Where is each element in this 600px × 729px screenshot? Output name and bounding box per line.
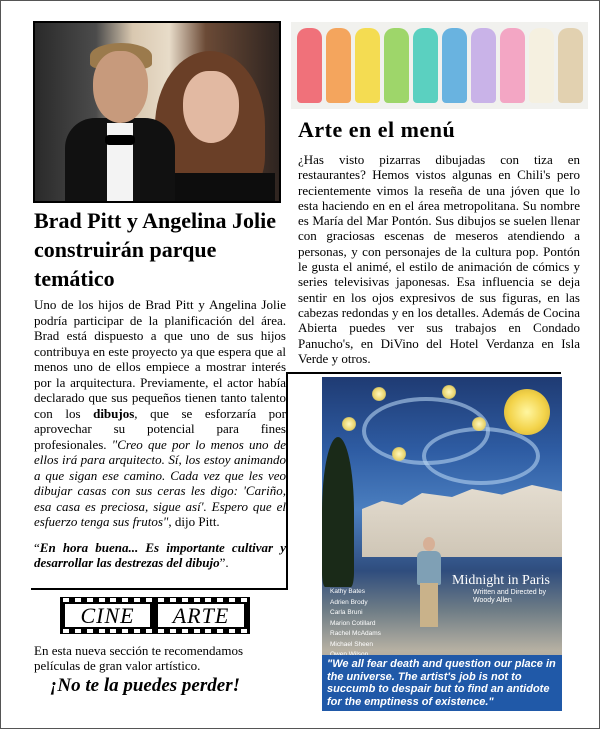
cine-word: CINE xyxy=(65,604,150,627)
closing-quote xyxy=(34,540,286,571)
cast-member: Carla Bruni xyxy=(330,609,363,616)
cast-member: Rachel McAdams xyxy=(330,630,381,637)
movie-credit: Written and Directed by Woody Allen xyxy=(473,589,547,604)
quote-mark: “ xyxy=(34,539,40,555)
tree-shape xyxy=(322,437,354,587)
closing-quote-text: En hora buena... Es importante cultivar y desarrollar las destrezas del dibujo xyxy=(34,539,286,570)
cast-member: Michael Sheen xyxy=(330,640,373,648)
chalk-stick xyxy=(558,28,583,103)
cine-arte-logo xyxy=(60,597,250,634)
photo-detail xyxy=(175,173,275,203)
article-headline: Brad Pitt y Angelina Jolie construirán parque temático xyxy=(34,208,276,291)
article-text: , que se esforzaría por aprovechar su potencial para fines profesionales. xyxy=(34,405,286,452)
photo-detail xyxy=(183,71,239,143)
chalk-photo xyxy=(291,22,588,109)
article-body xyxy=(34,297,286,590)
chalk-stick xyxy=(384,28,409,103)
quote-mark: ”. xyxy=(219,555,229,570)
movie-title: Midnight in Paris xyxy=(452,573,551,588)
article-body-right: ¿Has visto pizarras dibujadas con tiza en restaurantes? Hemos vistos algunas en Chili's pero recientemente vimos la reseña de una jóven que lo esta haciendo en en el área metropolitana. Su nombre es María del Mar Pontón. Sus dibujos se suelen llenar con graciosas escenas de meseros atendiendo a personas, y con personajes de la cultura pop. Pontón le gusta el animé, el estilo de animación de cómics y series televisivas japonesas. Esa influencia se deja sentir en los ojos expresivos de sus figuras, en las cabezas redondas y en los detalles. Además de Cocina Abierta puedes ver sus trabajos en Condado Panucho's, en DiVino del Hotel Verdanza en Isla Verde y otros. xyxy=(298,152,580,366)
cine-arte-description: En esta nueva sección te recomendamos películas de gran valor artístico. xyxy=(34,643,243,673)
star-shape xyxy=(442,385,456,399)
cine-arte-cta: ¡No te la puedes perder! xyxy=(50,675,240,696)
cast-member: Marion Cotillard xyxy=(330,619,376,627)
star-shape xyxy=(372,387,386,401)
cast-member: Kathy Bates xyxy=(330,588,366,595)
celebrity-photo xyxy=(33,21,281,203)
article-quote: "Creo que por lo menos uno de ellos irá para arquitecto. Sí, los estoy animando a que sigan ese camino. Cada vez que les veo dibujar casas con sus ceras les digo: 'Cariño, esa casa es preciosa, sigue así'. Espero que el esfuerzo tenga sus frutos" xyxy=(34,436,286,529)
film-strip-bottom xyxy=(60,628,250,634)
chalk-stick xyxy=(442,28,467,103)
photo-detail xyxy=(93,51,148,123)
star-shape xyxy=(472,417,486,431)
star-shape xyxy=(392,447,406,461)
sky-swirl xyxy=(422,427,540,485)
article-text: , dijo Pitt. xyxy=(168,514,220,529)
star-shape xyxy=(342,417,356,431)
section-title: Arte en el menú xyxy=(298,117,456,142)
moon-shape xyxy=(504,389,550,435)
city-skyline xyxy=(362,477,562,557)
arte-word: ARTE xyxy=(158,604,244,627)
chalk-stick xyxy=(413,28,438,103)
cast-list xyxy=(330,587,400,661)
chalk-stick xyxy=(529,28,554,103)
article-paragraph xyxy=(34,297,286,530)
movie-poster xyxy=(322,377,562,711)
chalk-stick xyxy=(355,28,380,103)
chalk-stick xyxy=(500,28,525,103)
article-bold-word: dibujos xyxy=(93,405,135,421)
photo-detail xyxy=(105,135,135,145)
chalk-stick xyxy=(326,28,351,103)
chalk-stick xyxy=(297,28,322,103)
divider-line xyxy=(31,588,288,590)
divider-line xyxy=(286,372,561,374)
cast-member: Adrien Brody xyxy=(330,598,368,606)
chalk-stick xyxy=(471,28,496,103)
movie-tagline: "We all fear death and question our place in the universe. The artist's job is not to succumb to despair but to find an antidote for the emptiness of existence." xyxy=(322,655,562,711)
article-text: Uno de los hijos de Brad Pitt y Angelina Jolie podría participar de la planificación del área. Brad está dispuesto a que uno de sus hijos contribuya en este proyecto ya que espera que al menos uno de ellos empiece a mostrar interés por la arquitectura. Previamente, el actor había declarado que sus pequeños tienen tanto talento con los xyxy=(34,297,286,421)
walking-man xyxy=(414,537,444,627)
divider-line xyxy=(286,372,288,590)
